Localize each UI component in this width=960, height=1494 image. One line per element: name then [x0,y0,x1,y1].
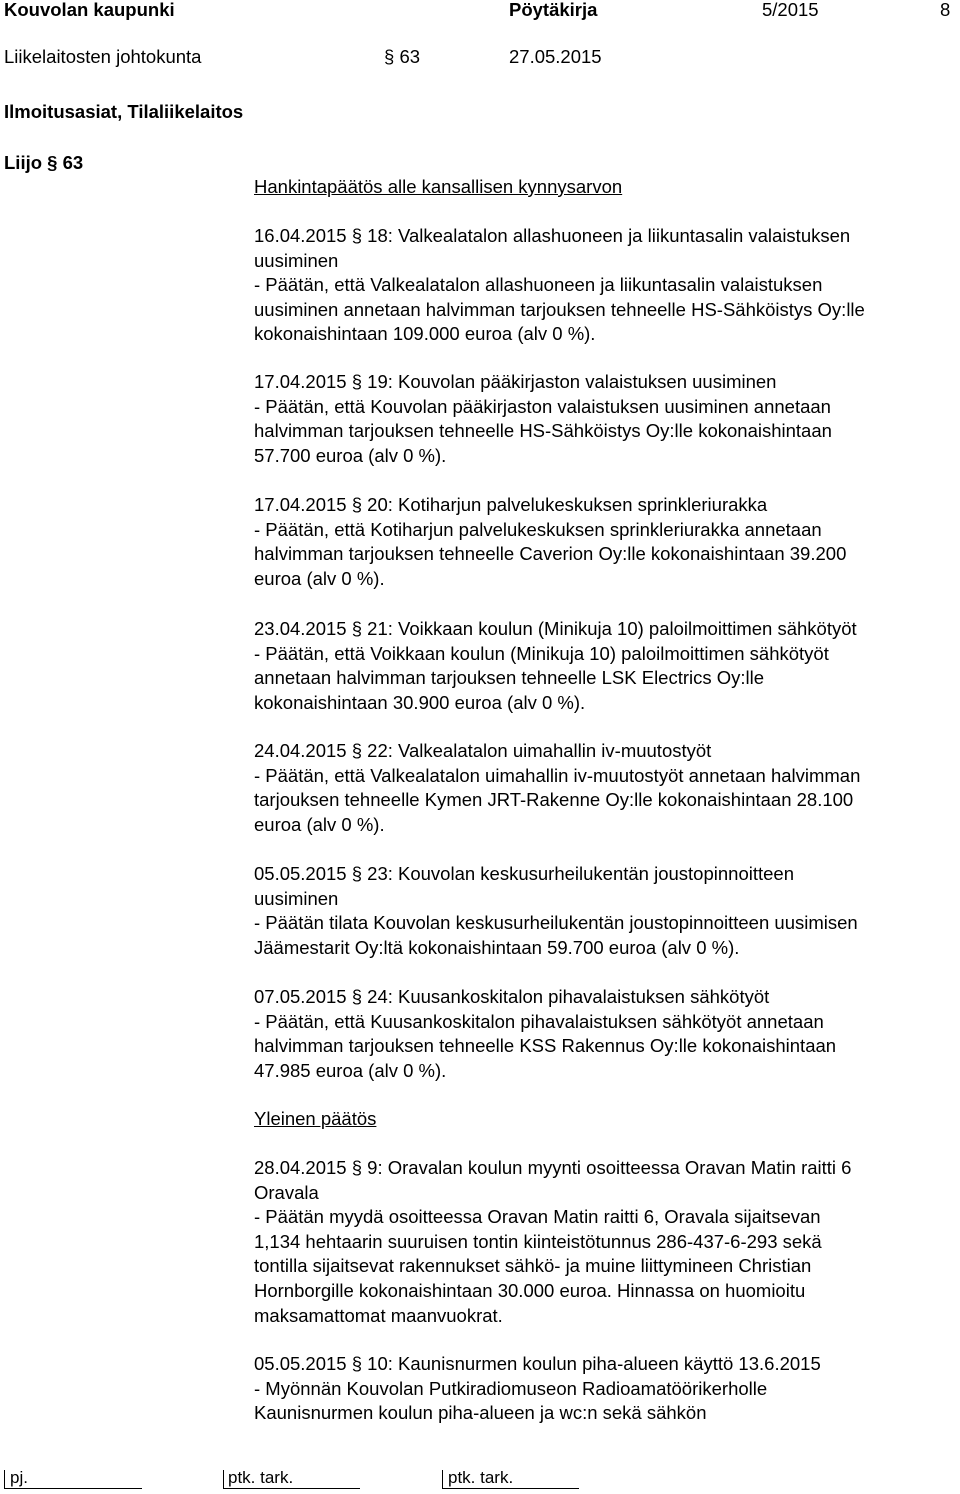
chair-signature-label: pj. [10,1468,28,1487]
entry-line: - Päätän, että Kouvolan pääkirjaston valaistuksen uusiminen annetaan [254,395,831,417]
section-number: § 63 [384,46,421,67]
entry-line: Hornborgille kokonaishintaan 30.000 euroa. Hinnassa on huomioitu [254,1279,806,1301]
decision-entry [254,493,954,591]
doc-number: 5/2015 [762,0,819,20]
entry-line: - Päätän, että Valkealatalon allashuoneen ja liikuntasalin valaistuksen [254,274,823,296]
entry-line: 57.700 euroa (alv 0 %). [254,444,447,466]
general-decision-entry [254,1352,954,1426]
signature-divider [442,1470,443,1488]
entry-line: euroa (alv 0 %). [254,567,385,589]
examiner-signature-label: ptk. tark. [448,1468,514,1487]
examiner-signature-line [442,1488,579,1489]
decision-entry [254,617,954,715]
committee-name: Liikelaitosten johtokunta [4,46,202,67]
entry-line: - Päätän tilata Kouvolan keskusurheilukentän joustopinnoitteen uusimisen [254,912,858,934]
general-decision-entry [254,1156,954,1328]
entry-line: kokonaishintaan 30.900 euroa (alv 0 %). [254,691,586,713]
signature-divider [4,1470,5,1488]
entry-line: - Päätän, että Voikkaan koulun (Minikuja 10) paloilmoittimen sähkötyöt [254,642,829,664]
chair-signature-line [4,1488,142,1489]
entry-line: kokonaishintaan 109.000 euroa (alv 0 %). [254,323,596,345]
decision-entry [254,224,954,347]
decision-entry [254,985,954,1083]
meeting-date: 27.05.2015 [509,46,602,67]
org-name: Kouvolan kaupunki [4,0,175,20]
entry-line: 17.04.2015 § 20: Kotiharjun palvelukeskuksen sprinkleriurakka [254,494,768,515]
entry-line: maksamattomat maanvuokrat. [254,1304,503,1326]
entry-line: halvimman tarjouksen tehneelle KSS Rakennus Oy:lle kokonaishintaan [254,1035,837,1057]
entry-line: tontilla sijaitsevat rakennukset sähkö- ja muine liittymineen Christian [254,1255,812,1277]
entry-line: halvimman tarjouksen tehneelle Caverion Oy:lle kokonaishintaan 39.200 [254,543,847,565]
decision-entry [254,370,954,468]
entry-line: 17.04.2015 § 19: Kouvolan pääkirjaston valaistuksen uusiminen [254,371,777,392]
entry-line: 28.04.2015 § 9: Oravalan koulun myynti osoitteessa Oravan Matin raitti 6 [254,1157,852,1178]
entry-line: 23.04.2015 § 21: Voikkaan koulun (Minikuja 10) paloilmoittimen sähkötyöt [254,618,857,639]
subheading: Hankintapäätös alle kansallisen kynnysarvon [254,176,623,197]
page-title: Ilmoitusasiat, Tilaliikelaitos [4,101,244,122]
entry-line: 05.05.2015 § 10: Kaunisnurmen koulun piha-alueen käyttö 13.6.2015 [254,1353,821,1374]
entry-line: uusiminen annetaan halvimman tarjouksen tehneelle HS-Sähköistys Oy:lle [254,298,865,320]
signature-divider [223,1470,224,1488]
entry-line: 16.04.2015 § 18: Valkealatalon allashuoneen ja liikuntasalin valaistuksen [254,225,851,246]
examiner-signature-line [223,1488,360,1489]
entry-line: - Päätän, että Kotiharjun palvelukeskuksen sprinkleriurakka annetaan [254,518,822,540]
general-decision-heading: Yleinen päätös [254,1108,377,1129]
entry-line: 05.05.2015 § 23: Kouvolan keskusurheilukentän joustopinnoitteen [254,863,794,884]
entry-line: - Päätän, että Valkealatalon uimahallin iv-muutostyöt annetaan halvimman [254,764,861,786]
entry-line: Oravala [254,1181,319,1203]
liijo-reference: Liijo § 63 [4,152,84,173]
entry-line: annetaan halvimman tarjouksen tehneelle LSK Electrics Oy:lle [254,667,765,689]
entry-line: 1,134 hehtaarin suuruisen tontin kiinteistötunnus 286-437-6-293 sekä [254,1230,822,1252]
entry-line: halvimman tarjouksen tehneelle HS-Sähköistys Oy:lle kokonaishintaan [254,420,832,442]
entry-line: - Myönnän Kouvolan Putkiradiomuseon Radioamatöörikerholle [254,1377,768,1399]
entry-line: tarjouksen tehneelle Kymen JRT-Rakenne Oy:lle kokonaishintaan 28.100 [254,789,854,811]
entry-line: Kaunisnurmen koulun piha-alueen ja wc:n sekä sähkön [254,1402,707,1424]
entry-line: uusiminen [254,887,339,909]
doc-type: Pöytäkirja [509,0,598,20]
decision-entry [254,739,954,837]
page-number: 8 [940,0,951,20]
entry-line: euroa (alv 0 %). [254,813,385,835]
entry-line: uusiminen [254,249,339,271]
entry-line: - Päätän, että Kuusankoskitalon pihavalaistuksen sähkötyöt annetaan [254,1010,824,1032]
entry-line: - Päätän myydä osoitteessa Oravan Matin raitti 6, Oravala sijaitsevan [254,1206,821,1228]
decision-entry [254,862,954,960]
entry-line: Jäämestarit Oy:ltä kokonaishintaan 59.700 euroa (alv 0 %). [254,936,740,958]
entry-line: 24.04.2015 § 22: Valkealatalon uimahallin iv-muutostyöt [254,740,712,761]
entry-line: 07.05.2015 § 24: Kuusankoskitalon pihavalaistuksen sähkötyöt [254,986,770,1007]
examiner-signature-label: ptk. tark. [228,1468,294,1487]
entry-line: 47.985 euroa (alv 0 %). [254,1059,447,1081]
